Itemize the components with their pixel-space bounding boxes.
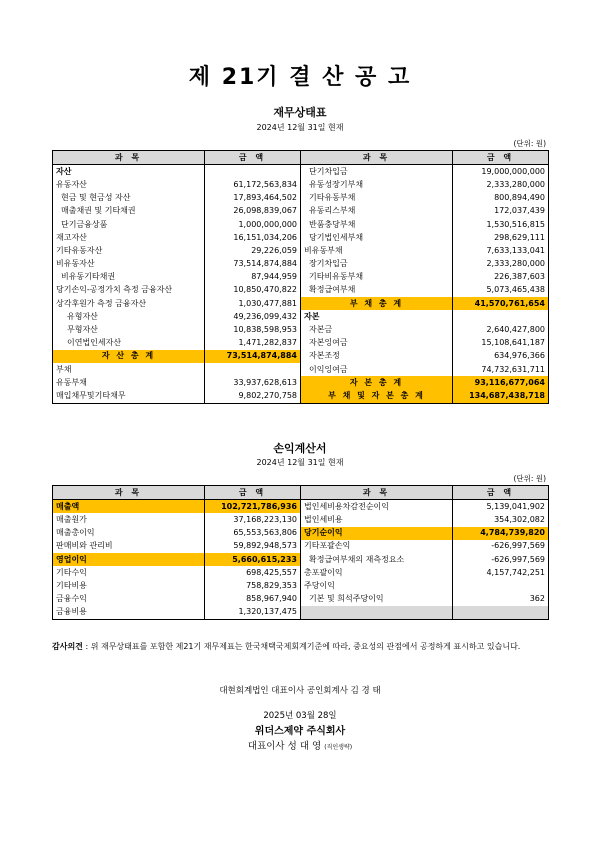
account: 자본조정 bbox=[309, 351, 340, 361]
table-row bbox=[53, 500, 549, 514]
account: 법인세비용 bbox=[304, 514, 343, 524]
col-account-right: 과 목 bbox=[301, 486, 453, 500]
amount: 7,633,133,041 bbox=[453, 244, 549, 257]
table-row bbox=[53, 178, 549, 191]
table-row bbox=[53, 593, 549, 606]
page-title: 제 21기 결 산 공 고 bbox=[188, 65, 412, 90]
account: 장기차입금 bbox=[309, 259, 348, 269]
amount: 5,139,041,902 bbox=[453, 500, 549, 514]
account: 자본금 bbox=[309, 325, 333, 335]
account: 현금 및 현금성 자산 bbox=[53, 192, 205, 205]
account: 금융수익 bbox=[53, 593, 205, 606]
table-row bbox=[53, 231, 549, 244]
amount: 1,530,516,815 bbox=[453, 218, 549, 231]
account: 유동리스부채 bbox=[309, 206, 356, 216]
account: 이익잉여금 bbox=[309, 364, 348, 374]
amount: -626,997,569 bbox=[453, 540, 549, 553]
amount: 1,000,000,000 bbox=[205, 218, 301, 231]
amount: 2,333,280,000 bbox=[453, 258, 549, 271]
amount: 74,732,631,711 bbox=[453, 363, 549, 376]
total-assets-label: 자 산 총 계 bbox=[53, 350, 205, 363]
col-account-left: 과 목 bbox=[53, 486, 205, 500]
balance-sheet-title: 재무상태표 bbox=[273, 106, 327, 119]
operating-income-label: 영업이익 bbox=[53, 553, 205, 566]
revenue-label: 매출액 bbox=[53, 500, 205, 514]
account: 유형자산 bbox=[53, 310, 205, 323]
amount: 37,168,223,130 bbox=[205, 513, 301, 526]
seal-note: (직인생략) bbox=[324, 744, 353, 751]
amount: 10,838,598,953 bbox=[205, 323, 301, 336]
table-row bbox=[53, 165, 549, 179]
table-row bbox=[53, 323, 549, 336]
account: 기본 및 희석주당이익 bbox=[309, 594, 384, 604]
account: 주당이익 bbox=[304, 580, 335, 590]
amount: 634,976,366 bbox=[453, 350, 549, 363]
amount bbox=[205, 165, 301, 179]
amount: 1,320,137,475 bbox=[205, 606, 301, 620]
table-row bbox=[53, 527, 549, 540]
table-row bbox=[53, 389, 549, 403]
total-equity-amount: 93,116,677,064 bbox=[453, 376, 549, 389]
amount: 19,000,000,000 bbox=[453, 165, 549, 179]
table-row bbox=[53, 566, 549, 579]
account: 비유동기타채권 bbox=[53, 271, 205, 284]
account-equity: 자본 bbox=[304, 311, 320, 321]
amount bbox=[453, 310, 549, 323]
account: 단기차입금 bbox=[309, 166, 348, 176]
account: 기타비유동부채 bbox=[309, 272, 364, 282]
amount: 10,850,470,822 bbox=[205, 284, 301, 297]
account: 재고자산 bbox=[53, 231, 205, 244]
col-amount-right: 금 액 bbox=[453, 486, 549, 500]
company-name: 위더스제약 주식회사 bbox=[254, 726, 346, 737]
account: 매출원가 bbox=[53, 513, 205, 526]
account: 기타수익 bbox=[53, 566, 205, 579]
account: 확정급여부채 bbox=[309, 285, 356, 295]
empty-cell bbox=[453, 606, 549, 620]
amount: 4,157,742,251 bbox=[453, 566, 549, 579]
amount: 354,302,082 bbox=[453, 513, 549, 526]
account: 당기손익-공정가치 측정 금융자산 bbox=[53, 284, 205, 297]
total-liabilities-equity-amount: 134,687,438,718 bbox=[453, 389, 549, 403]
amount: 758,829,353 bbox=[205, 579, 301, 592]
amount: 26,098,839,067 bbox=[205, 205, 301, 218]
income-statement-unit: (단위: 원) bbox=[513, 474, 546, 483]
account: 총포괄이익 bbox=[304, 567, 343, 577]
account: 판매비와 관리비 bbox=[53, 540, 205, 553]
account: 기타포괄손익 bbox=[304, 541, 351, 551]
total-assets-amount: 73,514,874,884 bbox=[205, 350, 301, 363]
account-assets: 자산 bbox=[53, 165, 205, 179]
account: 매출채권 및 기타채권 bbox=[53, 205, 205, 218]
total-liabilities-amount: 41,570,761,654 bbox=[453, 297, 549, 310]
amount: 33,937,628,613 bbox=[205, 376, 301, 389]
table-row bbox=[53, 376, 549, 389]
account: 이연법인세자산 bbox=[53, 337, 205, 350]
table-row bbox=[53, 606, 549, 620]
net-income-label: 당기순이익 bbox=[301, 527, 453, 540]
amount: 49,236,099,432 bbox=[205, 310, 301, 323]
total-liabilities-label: 부 채 총 계 bbox=[301, 297, 453, 310]
amount: 298,629,111 bbox=[453, 231, 549, 244]
account: 매입채무및기타채무 bbox=[53, 389, 205, 403]
income-statement-date: 2024년 12월 31일 현재 bbox=[256, 458, 344, 467]
amount: 5,073,465,438 bbox=[453, 284, 549, 297]
total-liabilities-equity-label: 부 채 및 자 본 총 계 bbox=[301, 389, 453, 403]
amount: 858,967,940 bbox=[205, 593, 301, 606]
auditor-line: 대현회계법인 대표이사 공인회계사 김 경 태 bbox=[219, 686, 381, 696]
account: 유동성장기부채 bbox=[309, 179, 364, 189]
ceo-name: 대표이사 성 대 영 bbox=[247, 741, 322, 752]
table-row bbox=[53, 579, 549, 592]
amount: 17,893,464,502 bbox=[205, 192, 301, 205]
balance-sheet-header bbox=[53, 151, 549, 165]
income-statement-header bbox=[53, 486, 549, 500]
account: 기타유동자산 bbox=[53, 244, 205, 257]
amount: 65,553,563,806 bbox=[205, 527, 301, 540]
amount: 172,037,439 bbox=[453, 205, 549, 218]
table-row bbox=[53, 218, 549, 231]
col-amount-left: 금 액 bbox=[205, 486, 301, 500]
balance-sheet-table bbox=[52, 150, 549, 404]
income-statement-table bbox=[52, 485, 549, 620]
account: 당기법인세부채 bbox=[309, 232, 364, 242]
amount bbox=[453, 579, 549, 592]
balance-sheet-unit: (단위: 원) bbox=[513, 139, 546, 148]
table-row bbox=[53, 192, 549, 205]
account: 비유동자산 bbox=[53, 258, 205, 271]
operating-income-amount: 5,660,615,233 bbox=[205, 553, 301, 566]
table-row bbox=[53, 271, 549, 284]
account: 자본잉여금 bbox=[309, 338, 348, 348]
account: 법인세비용차감전순이익 bbox=[304, 501, 390, 511]
account-liabilities: 부채 bbox=[53, 363, 205, 376]
income-statement-title: 손익계산서 bbox=[273, 442, 327, 455]
table-row bbox=[53, 297, 549, 310]
table-row bbox=[53, 244, 549, 257]
account: 매출총이익 bbox=[53, 527, 205, 540]
audit-text: : 위 재무상태표를 포함한 제21기 재무제표는 한국채택국제회계기준에 따라, 중요성의 관점에서 공정하게 표시하고 있습니다. bbox=[82, 642, 521, 651]
table-row bbox=[53, 284, 549, 297]
table-row bbox=[53, 363, 549, 376]
account: 유동자산 bbox=[53, 178, 205, 191]
table-row bbox=[53, 310, 549, 323]
account: 반품충당부채 bbox=[309, 219, 356, 229]
audit-label: 감사의견 bbox=[52, 642, 83, 651]
amount: 16,151,034,206 bbox=[205, 231, 301, 244]
amount: 226,387,603 bbox=[453, 271, 549, 284]
account: 비유동부채 bbox=[304, 245, 343, 255]
amount bbox=[205, 363, 301, 376]
col-account-right: 과 목 bbox=[301, 151, 453, 165]
account: 기타비용 bbox=[53, 579, 205, 592]
amount: 2,640,427,800 bbox=[453, 323, 549, 336]
amount: 59,892,948,573 bbox=[205, 540, 301, 553]
amount: 9,802,270,758 bbox=[205, 389, 301, 403]
amount: 2,333,280,000 bbox=[453, 178, 549, 191]
account: 기타유동부채 bbox=[309, 193, 356, 203]
total-equity-label: 자 본 총 계 bbox=[301, 376, 453, 389]
amount: 698,425,557 bbox=[205, 566, 301, 579]
amount: 87,944,959 bbox=[205, 271, 301, 284]
account: 금융비용 bbox=[53, 606, 205, 620]
amount: -626,997,569 bbox=[453, 553, 549, 566]
announce-date: 2025년 03월 28일 bbox=[263, 711, 337, 721]
audit-opinion bbox=[52, 640, 550, 654]
net-income-amount: 4,784,739,820 bbox=[453, 527, 549, 540]
revenue-amount: 102,721,786,936 bbox=[205, 500, 301, 514]
table-row bbox=[53, 350, 549, 363]
amount: 800,894,490 bbox=[453, 192, 549, 205]
balance-sheet-date: 2024년 12월 31일 현재 bbox=[256, 123, 344, 132]
account: 무형자산 bbox=[53, 323, 205, 336]
table-row bbox=[53, 540, 549, 553]
amount: 362 bbox=[453, 593, 549, 606]
amount: 73,514,874,884 bbox=[205, 258, 301, 271]
account: 유동부채 bbox=[53, 376, 205, 389]
table-row bbox=[53, 337, 549, 350]
amount: 29,226,059 bbox=[205, 244, 301, 257]
col-amount-right: 금 액 bbox=[453, 151, 549, 165]
amount: 61,172,563,834 bbox=[205, 178, 301, 191]
amount: 1,471,282,837 bbox=[205, 337, 301, 350]
account: 확정급여부채의 재측정요소 bbox=[309, 554, 405, 564]
amount: 15,108,641,187 bbox=[453, 337, 549, 350]
table-row bbox=[53, 513, 549, 526]
table-row bbox=[53, 553, 549, 566]
table-row bbox=[53, 205, 549, 218]
account: 단기금융상품 bbox=[53, 218, 205, 231]
ceo-line bbox=[0, 738, 600, 752]
account: 상각후원가 측정 금융자산 bbox=[53, 297, 205, 310]
empty-cell bbox=[301, 606, 453, 620]
col-amount-left: 금 액 bbox=[205, 151, 301, 165]
table-row bbox=[53, 258, 549, 271]
amount: 1,030,477,881 bbox=[205, 297, 301, 310]
col-account-left: 과 목 bbox=[53, 151, 205, 165]
